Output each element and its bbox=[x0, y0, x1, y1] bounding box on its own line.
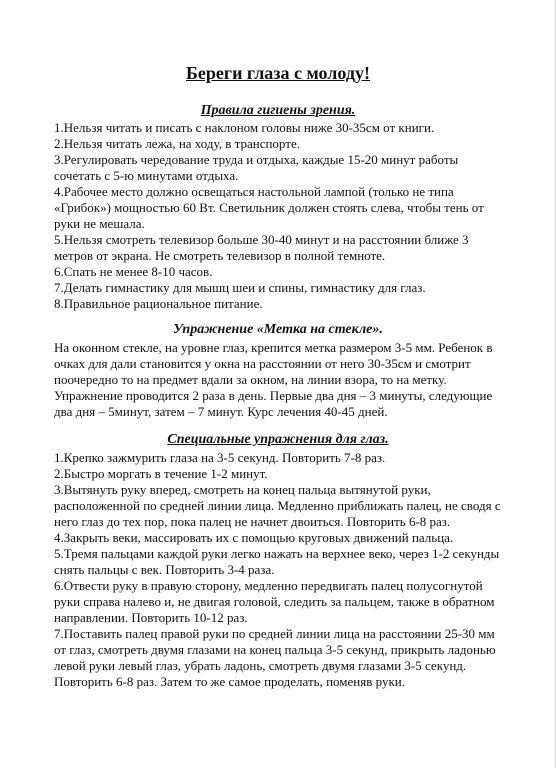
section-heading-eye-exercises: Специальные упражнения для глаз. bbox=[167, 432, 389, 447]
section-body-window-mark bbox=[54, 340, 504, 420]
hygiene-rule: 6.Спать не менее 8-10 часов. bbox=[54, 264, 213, 279]
eye-exercise: 1.Крепко зажмурить глаза на 3-5 секунд. Повторить 7-8 раз. bbox=[54, 450, 386, 465]
eye-exercise: 5.Тремя пальцами каждой руки легко нажать на верхнее веко, через 1-2 секунды снять пальцы с век. Повторить 3-4 раза. bbox=[54, 546, 500, 577]
eye-exercise: 3.Вытянуть руку вперед, смотреть на конец пальца вытянутой руки, расположенной по средней линии лица. Медленно приближать палец, не сводя с него глаз до тех пор, пока палец не начнет двоиться. Повторить 6-8 раз. bbox=[54, 482, 501, 529]
document-title: Береги глаза с молоду! bbox=[186, 63, 370, 83]
hygiene-rule: 2.Нельзя читать лежа, на ходу, в транспорте. bbox=[54, 136, 300, 151]
eye-exercise: 4.Закрыть веки, массировать их с помощью круговых движений пальца. bbox=[54, 530, 454, 545]
section-heading-window-mark: Упражнение «Метка на стекле». bbox=[173, 322, 383, 337]
eye-exercise: 6.Отвести руку в правую сторону, медленно передвигать палец полусогнутой руки справа налево и, не двигая головой, следить за пальцем, также в обратном направлении. Повторить 10-12 раз. bbox=[54, 578, 495, 625]
hygiene-rule: 4.Рабочее место должно освещаться настольной лампой (только не типа «Грибок») мощностью 60 Вт. Светильник должен стоять слева, чтобы тень от руки не мешала. bbox=[54, 184, 484, 231]
hygiene-rule: 5.Нельзя смотреть телевизор больше 30-40 минут и на расстоянии ближе 3 метров от экрана. Не смотреть телевизор в полной темноте. bbox=[54, 232, 469, 263]
section-body-hygiene bbox=[54, 120, 504, 312]
section-heading-hygiene: Правила гигиены зрения. bbox=[200, 103, 356, 118]
hygiene-rule: 7.Делать гимнастику для мышц шеи и спины, гимнастику для глаз. bbox=[54, 280, 426, 295]
hygiene-rule: 1.Нельзя читать и писать с наклоном головы ниже 30-35см от книги. bbox=[54, 120, 435, 135]
hygiene-rule: 3.Регулировать чередование труда и отдыха, каждые 15-20 минут работы сочетать с 5-ю минутами отдыха. bbox=[54, 152, 459, 183]
eye-exercise: 7.Поставить палец правой руки по средней линии лица на расстоянии 25-30 мм от глаз, смотреть двумя глазами на конец пальца 3-5 секунд, прикрыть ладонью левой руки левый глаз, убрать ладонь, смотреть двумя глазами 3-5 секунд. Повторить 6-8 раз. Затем то же самое проделать, поменяв руки. bbox=[54, 626, 496, 689]
eye-exercise: 2.Быстро моргать в течение 1-2 минут. bbox=[54, 466, 268, 481]
exercise-description: На оконном стекле, на уровне глаз, крепится метка размером 3-5 мм. Ребенок в очках для дали становится у окна на расстоянии от него 30-35см и смотрит поочередно то на предмет вдали за окном, на линии взора, то на метку. Упражнение проводится 2 раза в день. Первые два дня – 3 минуты, следующие два дня – 5минут, затем – 7 минут. Курс лечения 40-45 дней. bbox=[54, 340, 493, 419]
hygiene-rule: 8.Правильное рациональное питание. bbox=[54, 296, 263, 311]
section-body-eye-exercises bbox=[54, 450, 504, 690]
